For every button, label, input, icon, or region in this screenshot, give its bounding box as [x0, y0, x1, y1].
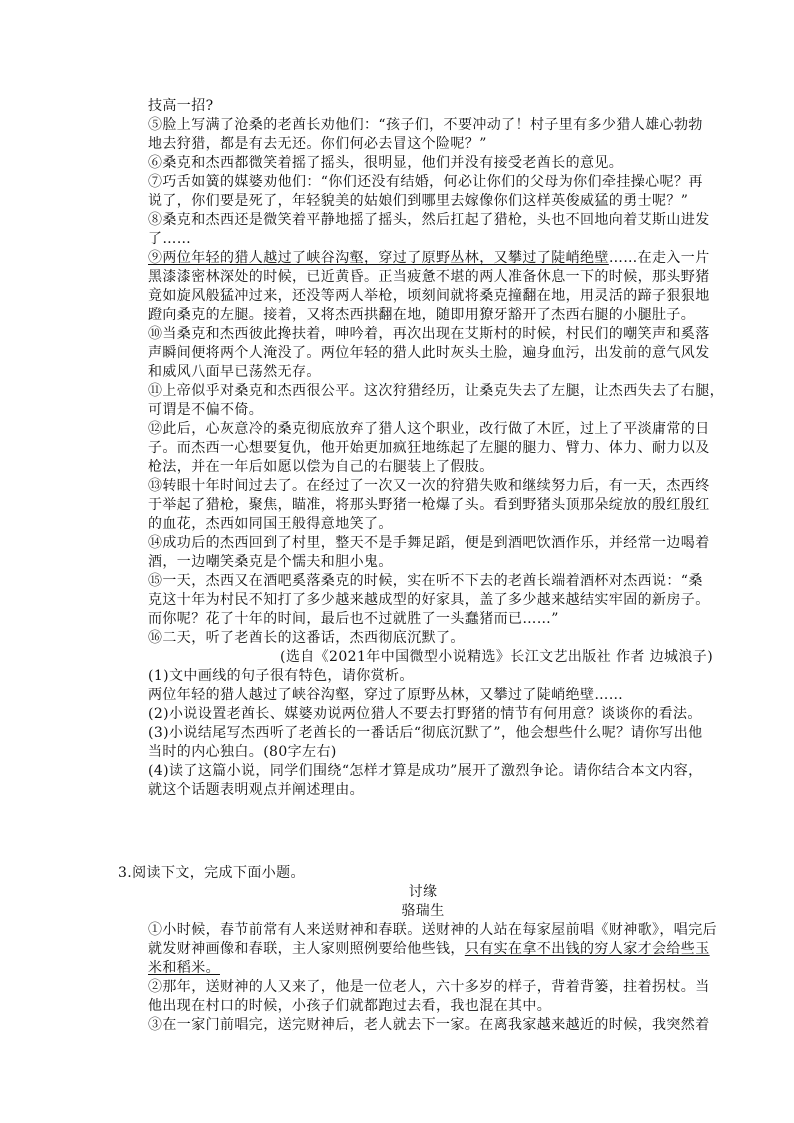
text-line: 酒，一边嘲笑桑克是个懦夫和胆小鬼。: [148, 554, 393, 570]
text-line: ⑫此后，心灰意冷的桑克彻底放弃了猎人这个职业，改行做了木匠，过上了平淡庸常的日: [148, 421, 710, 437]
underlined-sentence: 只有实在拿不出钱的穷人家才会给些玉: [464, 941, 710, 957]
text-line: 枪法，并在一年后如愿以偿为自己的右腿装上了假肢。: [148, 459, 494, 475]
text-line: ③在一家门前唱完，送完财神后，老人就去下一家。在离我家越来越近的时候，我突然着: [148, 1017, 710, 1033]
underlined-sentence-line: [148, 249, 710, 268]
text-line: ⑥桑克和杰西都微笑着摇了摇头，很明显，他们并没有接受老酋长的意见。: [148, 155, 624, 171]
sentence-tail: ……在走入一片: [608, 250, 710, 266]
question-3-cont: 当时的内心独白。(80字左右): [148, 744, 337, 760]
underlined-sentence: 米和稻米。: [148, 960, 220, 976]
text-line: 声瞬间便将两个人淹没了。两位年轻的猎人此时灰头土脸，遍身血污，出发前的意气风发: [148, 345, 710, 361]
text-line: 蹬向桑克的左腿。接着，又将杰西拱翻在地，随即用獠牙豁开了杰西右腿的小腿肚子。: [148, 307, 696, 323]
text-line: 了……: [148, 231, 192, 247]
text-line: 可谓是不偏不倚。: [148, 402, 264, 418]
underlined-sentence: ⑨两位年轻的猎人越过了峡谷沟壑，穿过了原野丛林，又攀过了陡峭绝壁: [148, 250, 609, 266]
text-line: [148, 940, 710, 959]
question-4: (4)读了这篇小说，同学们围绕“怎样才算是成功”展开了激烈争论。请你结合本文内容，: [148, 763, 703, 779]
article-author: 骆瑞生: [401, 903, 445, 919]
text-line: 子。而杰西一心想要复仇，他开始更加疯狂地练起了左腿的腿力、臂力、体力、耐力以及: [148, 440, 710, 456]
text-line: ⑧桑克和杰西还是微笑着平静地摇了摇头，然后扛起了猎枪，头也不回地向着艾斯山进发: [148, 212, 710, 228]
text-line: 技高一招?: [148, 98, 214, 114]
text-line: 于举起了猎枪，聚焦，瞄准，将那头野猪一枪爆了头。看到野猪头顶那朵绽放的殷红殷红: [148, 497, 710, 513]
text-line: ⑭成功后的杰西回到了村里，整天不是手舞足蹈，便是到酒吧饮酒作乐，并经常一边喝着: [148, 535, 710, 551]
text-line: 竟如旋风般猛冲过来，还没等两人举枪，顷刻间就将桑克撞翻在地，用灵活的蹄子狠狠地: [148, 288, 710, 304]
question-1: (1)文中画线的句子很有特色，请你赏析。: [148, 668, 414, 684]
question-4-cont: 就这个话题表明观点并阐述理由。: [148, 782, 364, 798]
text-line: ⑮一天，杰西又在酒吧奚落桑克的时候，实在听不下去的老酋长端着酒杯对杰西说：“桑: [148, 573, 703, 589]
text-line: 他出现在村口的时候，小孩子们就都跑过去看，我也混在其中。: [148, 998, 552, 1014]
text-line: 说了，你们要是死了，年轻貌美的姑娘们到哪里去嫁像你们这样英俊威猛的勇士呢？”: [148, 193, 689, 209]
question-3: (3)小说结尾写杰西听了老酋长的一番话后“彻底沉默了”，他会想些什么呢？请你写出他: [148, 725, 703, 741]
text-line: 克这十年为村民不知打了多少越来越成型的好家具，盖了多少越来越结实牢固的新房子。: [148, 592, 710, 608]
text-line: ①小时候，春节前常有人来送财神和春联。送财神的人站在每家屋前唱《财神歌》，唱完后: [148, 922, 717, 938]
text-line: ②那年，送财神的人又来了，他是一位老人，六十多岁的样子，背着背篓，拄着拐杖。当: [148, 979, 710, 995]
text-line: [148, 959, 698, 978]
text-line: 地去狩猎，都是有去无还。你们何必去冒这个险呢？”: [148, 136, 487, 152]
text-line: ⑪上帝似乎对桑克和杰西很公平。这次狩猎经历，让桑克失去了左腿，让杰西失去了右腿，: [148, 383, 724, 399]
question-2: (2)小说设置老酋长、媒婆劝说两位猎人不要去打野猪的情节有何用意？谈谈你的看法。: [148, 706, 702, 722]
text-line: ⑬转眼十年时间过去了。在经过了一次又一次的狩猎失败和继续努力后，有一天，杰西终: [148, 478, 710, 494]
text-line: ⑤脸上写满了沧桑的老酋长劝他们：“孩子们，不要冲动了！村子里有多少猎人雄心勃勃: [148, 117, 703, 133]
text-line: 和威风八面早已荡然无存。: [148, 364, 321, 380]
section-header: 3.阅读下文，完成下面小题。: [118, 865, 305, 881]
text-line: 黑漆漆密林深处的时候，已近黄昏。正当疲惫不堪的两人准备休息一下的时候，那头野猪: [148, 269, 710, 285]
text-line: ⑩当桑克和杰西彼此搀扶着，呻吟着，再次出现在艾斯村的时候，村民们的嘲笑声和奚落: [148, 326, 710, 342]
source-citation: (选自《2021年中国微型小说精选》长江文艺出版社 作者 边城浪子): [280, 649, 714, 665]
article-title: 讨缘: [408, 884, 438, 900]
question-1-quote: 两位年轻的猎人越过了峡谷沟壑，穿过了原野丛林，又攀过了陡峭绝壁……: [148, 687, 624, 703]
text-line: ⑦巧舌如簧的媒婆劝他们：“你们还没有结婚，何必让你们的父母为你们牵挂操心呢？再: [148, 174, 703, 190]
text-line: ⑯二天，听了老酋长的这番话，杰西彻底沉默了。: [148, 630, 465, 646]
text-plain: 就发财神画像和春联，主人家则照例要给他些钱，: [148, 941, 465, 957]
text-line: 的血花，杰西如同国王般得意地笑了。: [148, 516, 393, 532]
text-line: 而你呢？花了十年的时间，最后也不过就胜了一头蠢猪而已……”: [148, 611, 559, 627]
